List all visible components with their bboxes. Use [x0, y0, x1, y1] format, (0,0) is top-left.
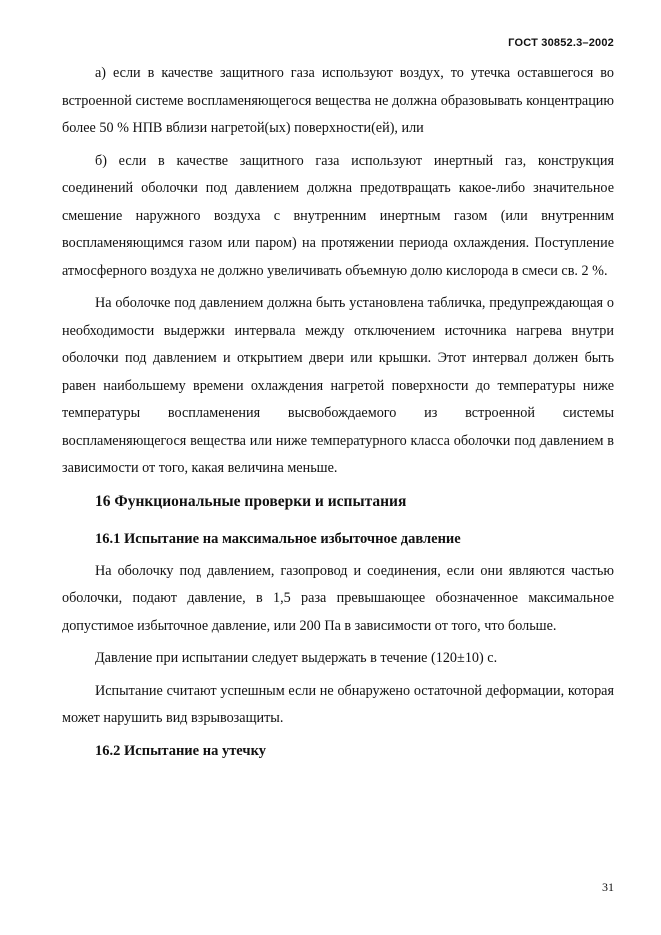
paragraph-item-b: б) если в качестве защитного газа используют инертный газ, конструкция соединений оболочки под давлением должна предотвращать какое-либо значительное смешение наружного воздуха с внутренним инертным газом (или внутренним воспламеняющимся газом или паром) на протяжении периода охлаждения. Поступление атмосферного воздуха не должно увеличивать объемную долю кислорода в смеси св. 2 %. [62, 152, 614, 279]
paragraph-warning-plate: На оболочке под давлением должна быть установлена табличка, предупреждающая о необходимости выдержки интервала между отключением источника нагрева внутри оболочки под давлением и открытием двери или крышки. Этот интервал должен быть равен наибольшему времени охлаждения нагретой поверхности до температуры ниже температуры воспламенения высвобождаемого из встроенной системы воспламеняющегося вещества или ниже температурного класса оболочки под давлением в зависимости от того, какая величина меньше. [62, 295, 614, 476]
section-heading-16: 16 Функциональные проверки и испытания [95, 492, 407, 510]
paragraph-item-a: а) если в качестве защитного газа используют воздух, то утечка оставшегося во встроенной системе воспламеняющегося вещества не должна образовывать концентрацию более 50 % НПВ вблизи нагретой(ых) поверхности(ей), или [62, 65, 614, 136]
paragraph-pressure-apply: На оболочку под давлением, газопровод и соединения, если они являются частью оболочки, подают давление, в 1,5 раза превышающее обозначенное максимальное допустимое избыточное давление, или 200 Па в зависимости от того, что больше. [62, 562, 614, 634]
paragraph-test-success: Испытание считают успешным если не обнаружено остаточной деформации, которая может нарушить вид взрывозащиты. [62, 682, 614, 726]
paragraph-pressure-hold: Давление при испытании следует выдержать в течение (120±10) с. [95, 650, 498, 666]
standard-header: ГОСТ 30852.3–2002 [508, 37, 614, 49]
page-number: 31 [602, 880, 614, 894]
document-body [62, 60, 614, 770]
subsection-heading-16-1: 16.1 Испытание на максимальное избыточное давление [95, 530, 461, 547]
subsection-heading-16-2: 16.2 Испытание на утечку [95, 742, 266, 759]
